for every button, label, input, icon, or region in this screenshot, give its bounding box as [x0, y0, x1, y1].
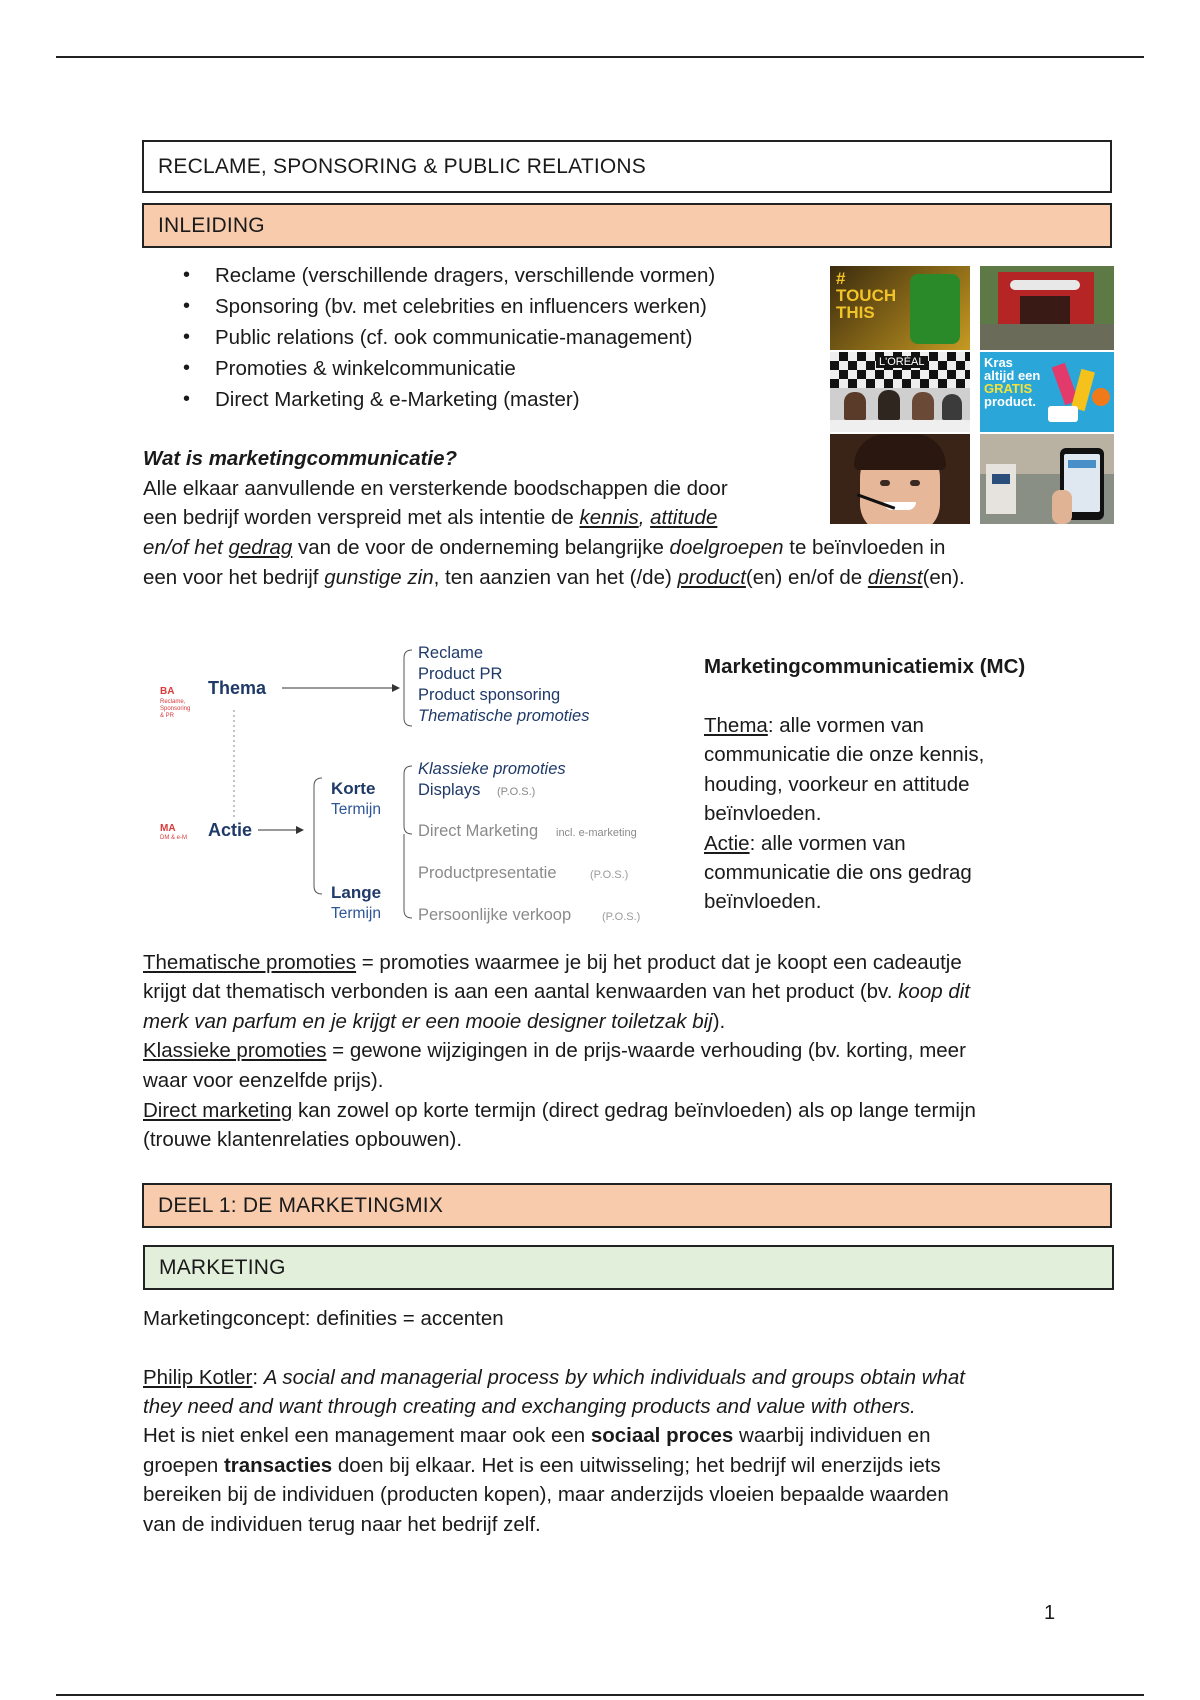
kras-line: product. [984, 394, 1036, 409]
section-header-label: DEEL 1: DE MARKETINGMIX [158, 1193, 444, 1217]
thema-bracket [404, 650, 412, 726]
pos-note: (P.O.S.) [602, 911, 641, 923]
section-header-inleiding [142, 203, 1112, 248]
text-span: een bedrijf worden verspreid met als intentie de [143, 506, 580, 529]
mc-actie-line [704, 829, 906, 859]
loreal-logo: L'ORÉAL [876, 356, 928, 368]
definition-line: Alle elkaar aanvullende en versterkende boodschappen die door [143, 477, 728, 500]
korte-item-displays: Displays [418, 781, 481, 799]
mc-thema-line: beïnvloeden. [704, 802, 822, 825]
list-item: • Reclame (verschillende dragers, verschillende vormen) [175, 260, 715, 291]
kras-promotion-image [980, 352, 1114, 432]
item-productpresentatie: Productpresentatie [418, 864, 557, 882]
explanation-line: waar voor eenzelfde prijs). [143, 1069, 384, 1092]
ba-sublabel: Sponsoring [160, 706, 191, 712]
this-word: THIS [836, 303, 875, 322]
kotler-quote: A social and managerial process by which individuals and groups obtain what [263, 1366, 966, 1389]
text-span: en/of het [143, 536, 229, 559]
touch-this-ad-image [830, 266, 970, 350]
klassieke-promoties-term: Klassieke promoties [143, 1039, 327, 1062]
text-span: = promoties waarmee je bij het product dat je koopt een cadeautje [356, 951, 962, 974]
text-doelgroepen: doelgroepen [669, 536, 784, 559]
text-span: , ten aanzien van het (/de) [433, 566, 678, 589]
kras-line: Kras [984, 355, 1013, 370]
thema-item-product-pr: Product PR [418, 665, 503, 683]
text-span: : alle vormen van [767, 714, 924, 737]
touch-word: TOUCH [836, 286, 897, 305]
korte-termijn-label: Termijn [331, 801, 381, 818]
pos-note: (P.O.S.) [497, 786, 536, 798]
thema-arrowhead [392, 684, 400, 692]
thema-term: Thema [704, 714, 768, 737]
kras-line: GRATIS [984, 381, 1033, 396]
ba-label: BA [160, 686, 175, 697]
explanation-line [143, 1096, 976, 1126]
text-span: = gewone wijzigingen in de prijs-waarde verhouding (bv. korting, meer [326, 1039, 966, 1062]
text-span: groepen [143, 1454, 224, 1477]
item-direct-marketing: Direct Marketing [418, 822, 539, 840]
text-span: kan zowel op korte termijn (direct gedrag beïnvloeden) als op lange termijn [292, 1099, 976, 1122]
mc-actie-line: communicatie die ons gedrag [704, 861, 972, 884]
item-persoonlijke-verkoop: Persoonlijke verkoop [418, 906, 572, 924]
page-number: 1 [1044, 1602, 1056, 1624]
text-span: een voor het bedrijf [143, 566, 325, 589]
text-gunstige: gunstige zin [324, 566, 434, 589]
press-conference-image [830, 352, 970, 432]
bottom-rule [56, 1694, 1144, 1696]
thema-node: Thema [208, 678, 267, 698]
kotler-line [143, 1421, 930, 1451]
actie-node: Actie [208, 820, 253, 840]
text-span: koop dit [898, 980, 970, 1003]
explanation-line [143, 948, 962, 978]
text-span: , [638, 506, 651, 529]
section-header-deel1 [142, 1183, 1112, 1228]
direct-marketing-term: Direct marketing [143, 1099, 293, 1122]
ba-sublabel: & PR [160, 713, 175, 719]
subsection-header-label: MARKETING [159, 1255, 286, 1279]
mobile-app-street-image [980, 434, 1114, 524]
kotler-line: bereiken bij de individuen (producten kopen), maar anderzijds vloeien bepaalde waarden [143, 1483, 949, 1506]
text-span: krijgt dat thematisch verbonden is aan een aantal kenwaarden van het product (bv. [143, 980, 899, 1003]
list-item: • Public relations (cf. ook communicatie-management) [175, 322, 715, 353]
kotler-name: Philip Kotler [143, 1366, 253, 1389]
text-gedrag: gedrag [228, 536, 293, 559]
thema-item-product-sponsoring: Product sponsoring [418, 686, 561, 704]
explanation-line [143, 1036, 966, 1066]
mc-thema-line: houding, voorkeur en attitude [704, 773, 970, 796]
definition-heading: Wat is marketingcommunicatie? [143, 447, 458, 470]
thema-item-thematische-promoties: Thematische promoties [418, 707, 590, 725]
lange-termijn-label: Termijn [331, 905, 381, 922]
section-header-label: INLEIDING [158, 213, 265, 237]
marketing-image-collage [830, 266, 1114, 524]
text-span: : [252, 1366, 264, 1389]
intro-bullet-list [175, 260, 715, 415]
text-kennis: kennis [579, 506, 639, 529]
document-title: RECLAME, SPONSORING & PUBLIC RELATIONS [158, 154, 646, 178]
mc-title: Marketingcommunicatiemix (MC) [704, 655, 1026, 678]
definition-line [143, 503, 717, 533]
explanation-line [143, 1007, 725, 1037]
lange-bracket [404, 834, 412, 918]
definition-line [143, 563, 965, 593]
list-item: • Direct Marketing & e-Marketing (master) [175, 384, 715, 415]
thematische-promoties-term: Thematische promoties [143, 951, 357, 974]
lange-label: Lange [331, 883, 382, 902]
top-rule [56, 56, 1144, 58]
text-sociaal-proces: sociaal proces [590, 1424, 734, 1447]
kotler-line: van de individuen terug naar het bedrijf zelf. [143, 1513, 541, 1536]
explanation-line: (trouwe klantenrelaties opbouwen). [143, 1128, 463, 1151]
korte-item-klassieke: Klassieke promoties [418, 760, 566, 778]
text-attitude: attitude [650, 506, 718, 529]
ma-sublabel: DM & e-M [160, 835, 187, 841]
text-span: (en) en/of de [745, 566, 868, 589]
touch-hash: # [836, 269, 846, 288]
korte-label: Korte [331, 779, 376, 798]
mc-thema-line [704, 711, 924, 741]
text-span: doen bij elkaar. Het is een uitwisseling; het bedrijf wil enerzijds iets [332, 1454, 941, 1477]
text-span: : alle vormen van [749, 832, 906, 855]
restaurant-storefront-image [980, 266, 1114, 350]
actie-bracket [314, 778, 322, 894]
text-dienst: dienst [867, 566, 923, 589]
call-center-woman-image [830, 434, 970, 524]
ma-label: MA [160, 823, 176, 834]
kotler-line [143, 1363, 965, 1393]
ba-sublabel: Reclame, [160, 699, 186, 705]
text-span: van de voor de onderneming belangrijke [292, 536, 670, 559]
pos-note: (P.O.S.) [590, 869, 629, 881]
korte-bracket [404, 766, 412, 834]
text-span: Het is niet enkel een management maar ook een [143, 1424, 591, 1447]
text-span: ). [712, 1010, 726, 1033]
kotler-line [143, 1451, 941, 1481]
kras-line: altijd een [984, 368, 1041, 383]
thema-item-reclame: Reclame [418, 644, 484, 662]
actie-term: Actie [704, 832, 750, 855]
text-span: te beïnvloeden in [783, 536, 946, 559]
list-item: • Promoties & winkelcommunicatie [175, 353, 715, 384]
definition-line [143, 533, 945, 563]
text-product: product [677, 566, 746, 589]
marketing-concept-line: Marketingconcept: definities = accenten [143, 1307, 504, 1330]
text-span: merk van parfum en je krijgt er een mooie designer toiletzak bij [143, 1010, 713, 1033]
text-transacties: transacties [223, 1454, 333, 1477]
text-span: (en). [922, 566, 965, 589]
document-title-box [142, 140, 1112, 193]
subsection-header-marketing [143, 1245, 1114, 1290]
text-span: waarbij individuen en [733, 1424, 931, 1447]
mc-thema-line: communicatie die onze kennis, [704, 743, 985, 766]
explanation-line [143, 977, 970, 1007]
list-item: • Sponsoring (bv. met celebrities en influencers werken) [175, 291, 715, 322]
marketing-communication-diagram [140, 636, 690, 932]
mc-actie-line: beïnvloeden. [704, 890, 822, 913]
incl-note: incl. e-marketing [556, 827, 637, 839]
actie-arrowhead [296, 826, 304, 834]
kotler-line: they need and want through creating and exchanging products and value with others. [143, 1395, 916, 1418]
